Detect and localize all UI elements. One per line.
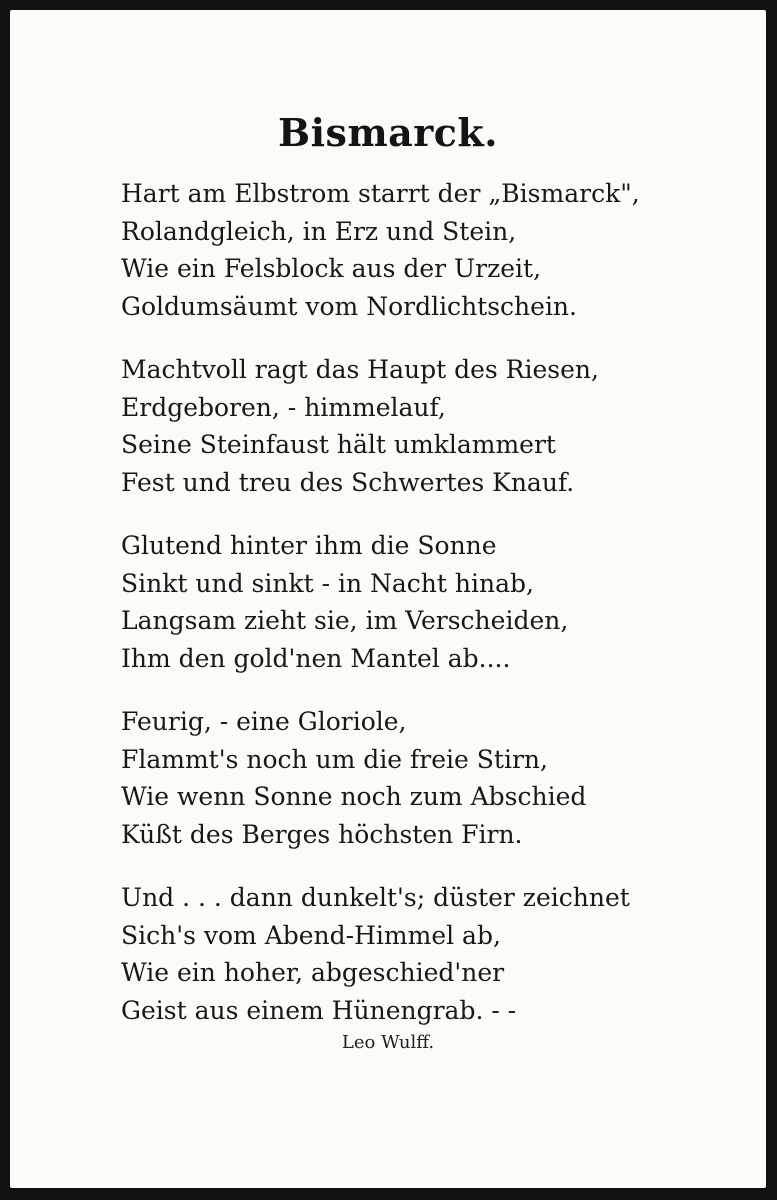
poem-author: Leo Wulff. xyxy=(341,1032,435,1053)
poem-line: Fest und treu des Schwertes Knauf. xyxy=(121,467,575,497)
poem-line: Küßt des Berges höchsten Firn. xyxy=(121,819,523,849)
stanza-1 xyxy=(121,175,721,325)
poem-line: Wie ein Felsblock aus der Urzeit, xyxy=(121,254,542,283)
stanza-3 xyxy=(121,527,721,677)
poem-line: Seine Steinfaust hält umklammert xyxy=(121,430,556,459)
poem-line: Glutend hinter ihm die Sonne xyxy=(121,531,497,560)
poem-line: Sich's vom Abend-Himmel ab, xyxy=(121,920,501,950)
poem-line: Sinkt und sinkt - in Nacht hinab, xyxy=(121,568,534,598)
poem-line: Machtvoll ragt das Haupt des Riesen, xyxy=(121,355,599,384)
poem-line: Flammt's noch um die freie Stirn, xyxy=(121,744,548,774)
stanza-4 xyxy=(121,703,721,853)
stanza-2 xyxy=(121,351,721,501)
poem-line: Und . . . dann dunkelt's; düster zeichnet xyxy=(121,883,630,912)
poem-line: Goldumsäumt vom Nordlichtschein. xyxy=(121,291,577,321)
poem-line: Wie ein hoher, abgeschied'ner xyxy=(121,958,505,987)
poem-line: Hart am Elbstrom starrt der „Bismarck", xyxy=(121,179,640,208)
poem-line: Rolandgleich, in Erz und Stein, xyxy=(121,216,517,246)
poem-line: Langsam zieht sie, im Verscheiden, xyxy=(121,606,569,635)
poem-card xyxy=(10,10,766,1188)
poem-line: Erdgeboren, - himmelauf, xyxy=(121,392,446,422)
poem-line: Geist aus einem Hünengrab. - - xyxy=(121,995,517,1025)
stanza-5 xyxy=(121,879,721,1029)
poem-line: Wie wenn Sonne noch zum Abschied xyxy=(121,782,587,811)
poem-body xyxy=(121,175,721,1055)
poem-line: Ihm den gold'nen Mantel ab.... xyxy=(121,643,511,673)
poem-title: Bismarck. xyxy=(278,110,498,155)
poem-line: Feurig, - eine Gloriole, xyxy=(121,707,407,736)
